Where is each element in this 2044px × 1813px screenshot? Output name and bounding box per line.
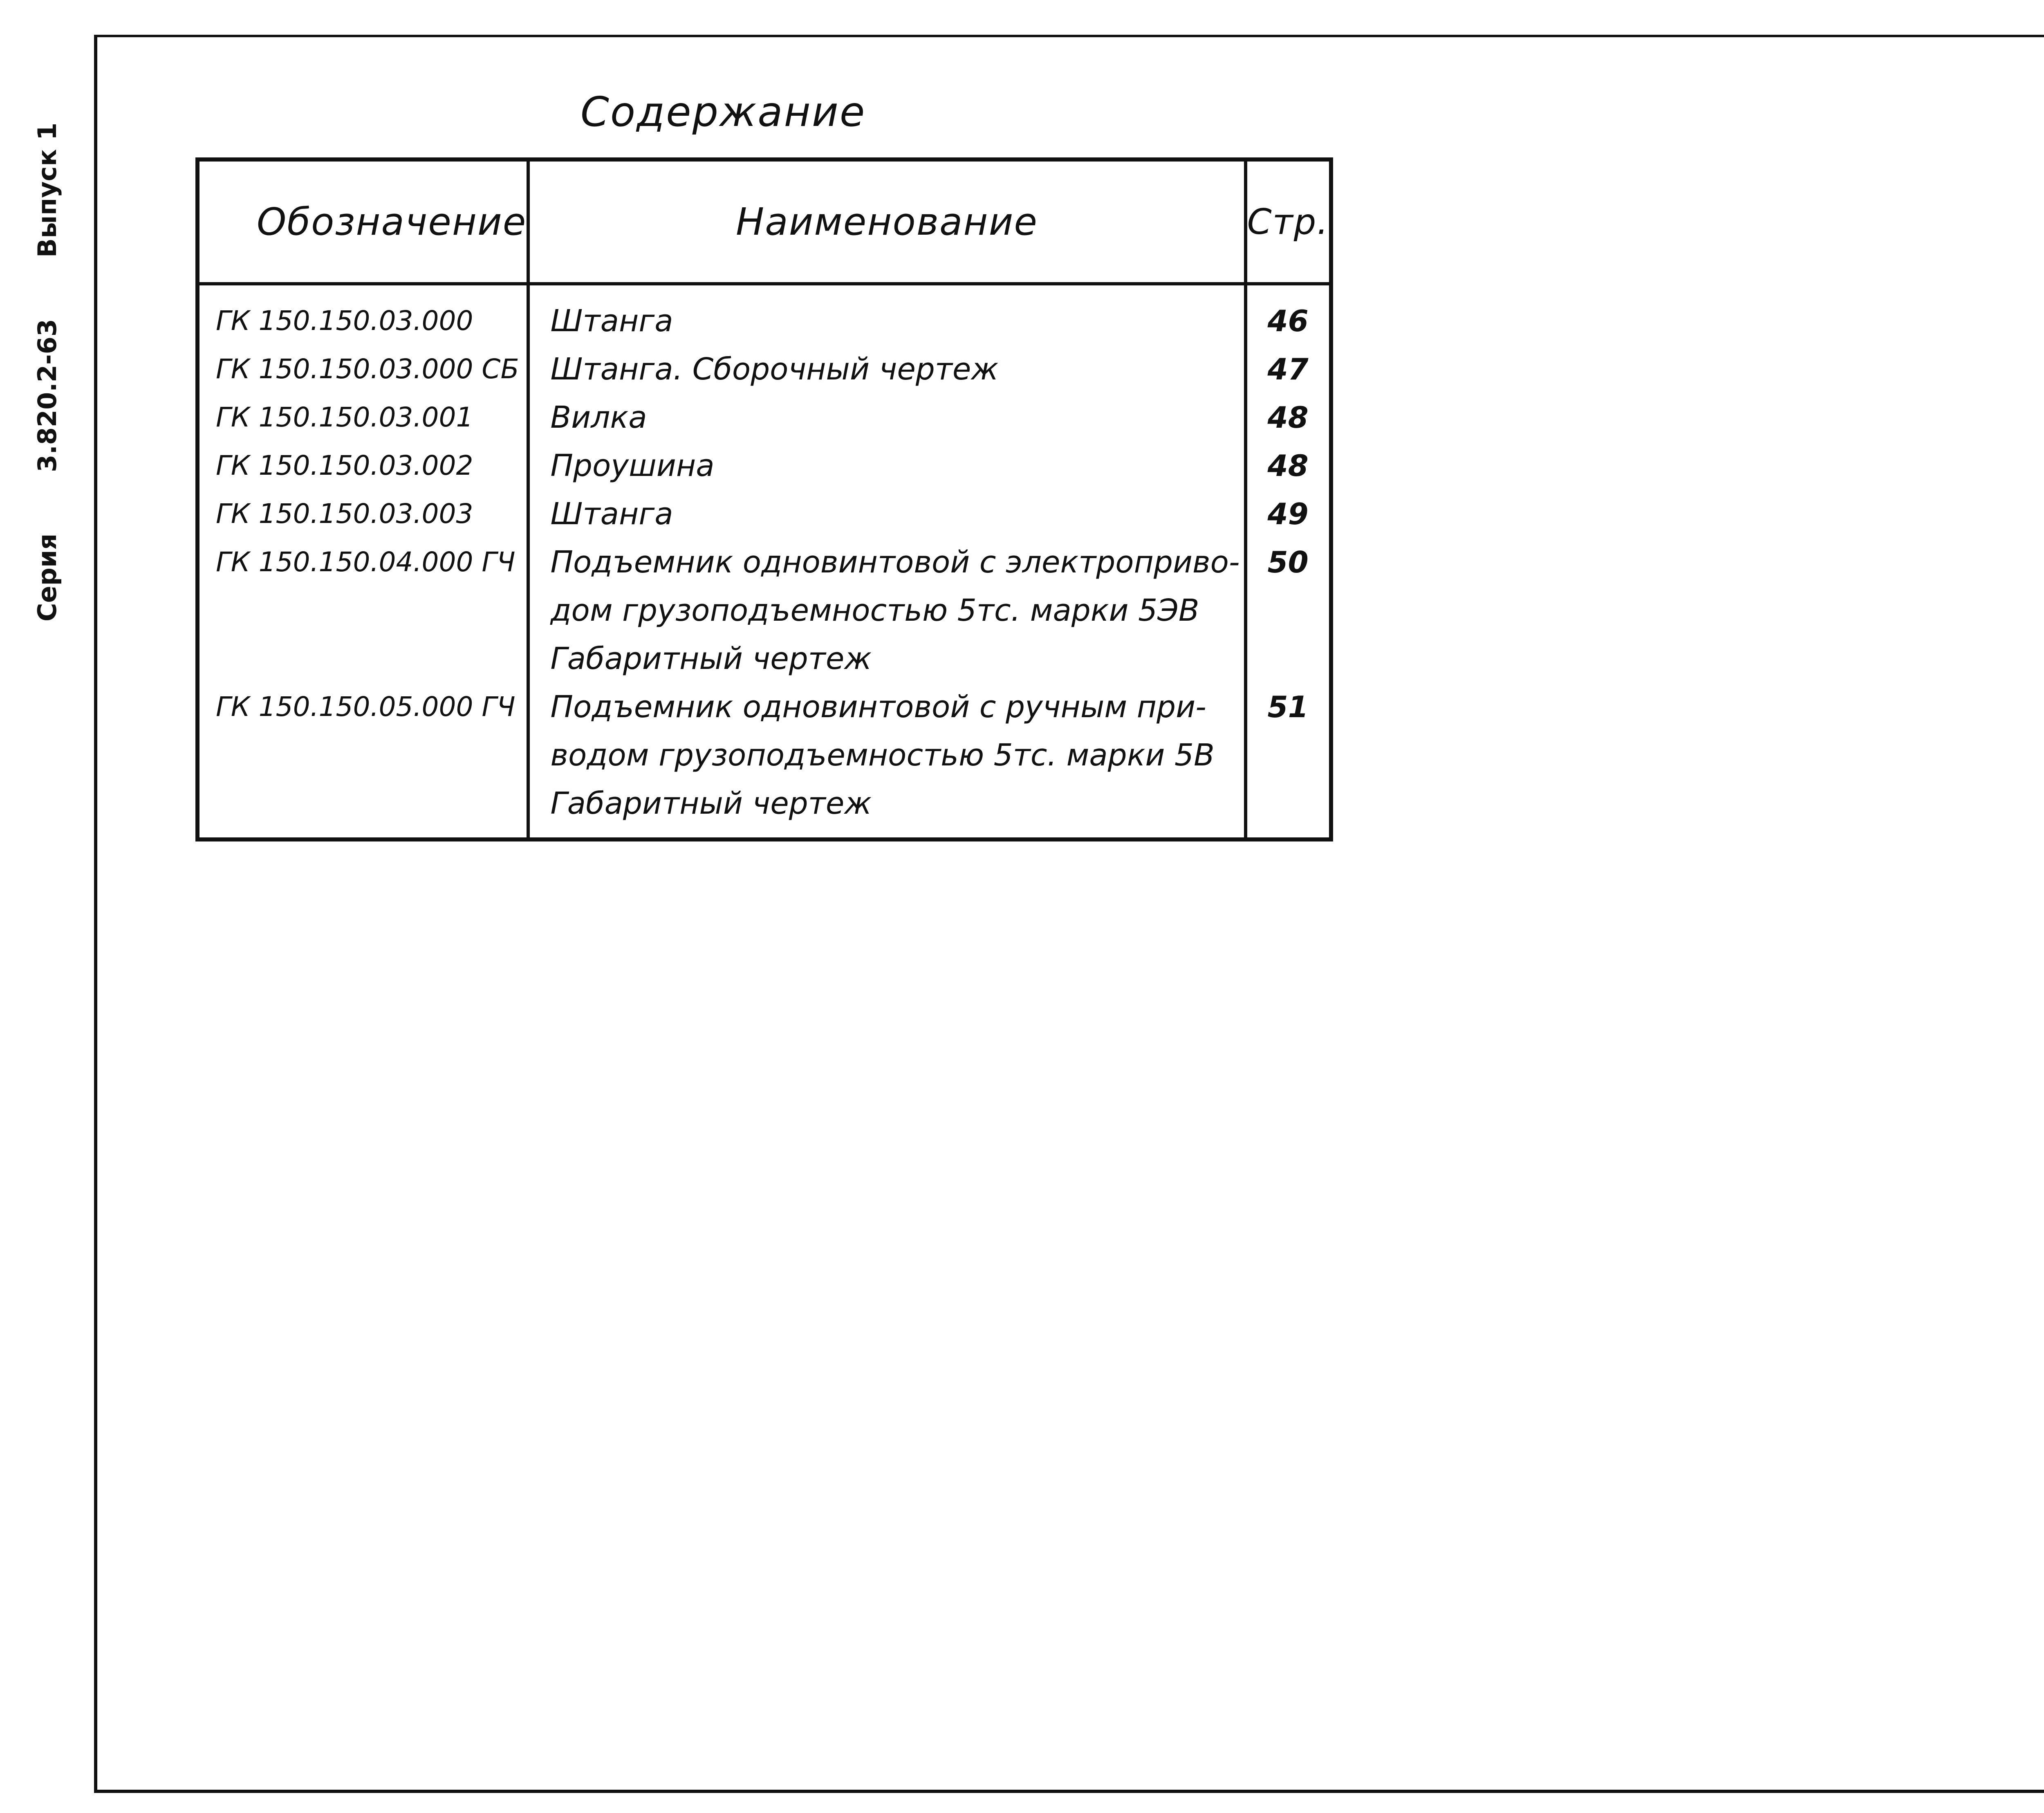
row-page: 49	[1267, 497, 1309, 531]
series-value: 3.820.2-63	[32, 319, 62, 472]
row-code: ГК 150.150.05.000 ГЧ	[197, 683, 528, 839]
table-row	[197, 538, 1331, 683]
row-name	[528, 683, 1245, 839]
row-name	[528, 490, 1245, 538]
table-row	[197, 490, 1331, 538]
row-name	[528, 345, 1245, 393]
row-name	[528, 538, 1245, 683]
row-name-line: Штанга	[550, 303, 673, 339]
row-page: 50	[1267, 545, 1309, 579]
margin-stamp	[22, 90, 72, 622]
issue-label: Выпуск 1	[32, 122, 62, 258]
contents-table	[195, 157, 1333, 841]
row-name	[528, 393, 1245, 442]
series-label: Серия	[32, 533, 62, 622]
table-row	[197, 345, 1331, 393]
row-name-line: Проушина	[550, 448, 715, 483]
row-page: 51	[1267, 690, 1309, 724]
row-name-line: Подъемник одновинтовой с электроприво-	[550, 545, 1240, 580]
row-name-line: Вилка	[550, 400, 647, 435]
column-header-code: Обозначение	[197, 159, 528, 284]
row-code: ГК 150.150.03.002	[197, 442, 528, 490]
row-name-line: Подъемник одновинтовой с ручным при-	[550, 689, 1206, 725]
row-code: ГК 150.150.03.003	[197, 490, 528, 538]
row-name	[528, 442, 1245, 490]
row-code: ГК 150.150.03.000 СБ	[197, 345, 528, 393]
table-header-row	[197, 159, 1331, 284]
table-row	[197, 442, 1331, 490]
row-code: ГК 150.150.03.001	[197, 393, 528, 442]
column-header-name: Наименование	[528, 159, 1245, 284]
row-name	[528, 284, 1245, 345]
row-name-line: Габаритный чертеж	[550, 641, 872, 676]
table-row	[197, 393, 1331, 442]
column-header-page: Стр.	[1246, 159, 1331, 284]
row-code: ГК 150.150.04.000 ГЧ	[197, 538, 528, 683]
row-code: ГК 150.150.03.000	[197, 284, 528, 345]
page-title: Содержание	[580, 88, 866, 136]
table-row	[197, 683, 1331, 839]
row-name-line: Габаритный чертеж	[550, 786, 872, 821]
row-name-line: Штанга. Сборочный чертеж	[550, 352, 999, 387]
row-name-line: Штанга	[550, 496, 673, 532]
row-name-line: водом грузоподъемностью 5тс. марки 5В	[550, 738, 1215, 773]
row-page: 48	[1267, 400, 1309, 435]
table-row	[197, 284, 1331, 345]
row-page: 48	[1267, 449, 1309, 483]
row-name-line: дом грузоподъемностью 5тс. марки 5ЭВ	[550, 593, 1199, 628]
row-page: 47	[1267, 352, 1309, 386]
row-page: 46	[1267, 304, 1309, 338]
